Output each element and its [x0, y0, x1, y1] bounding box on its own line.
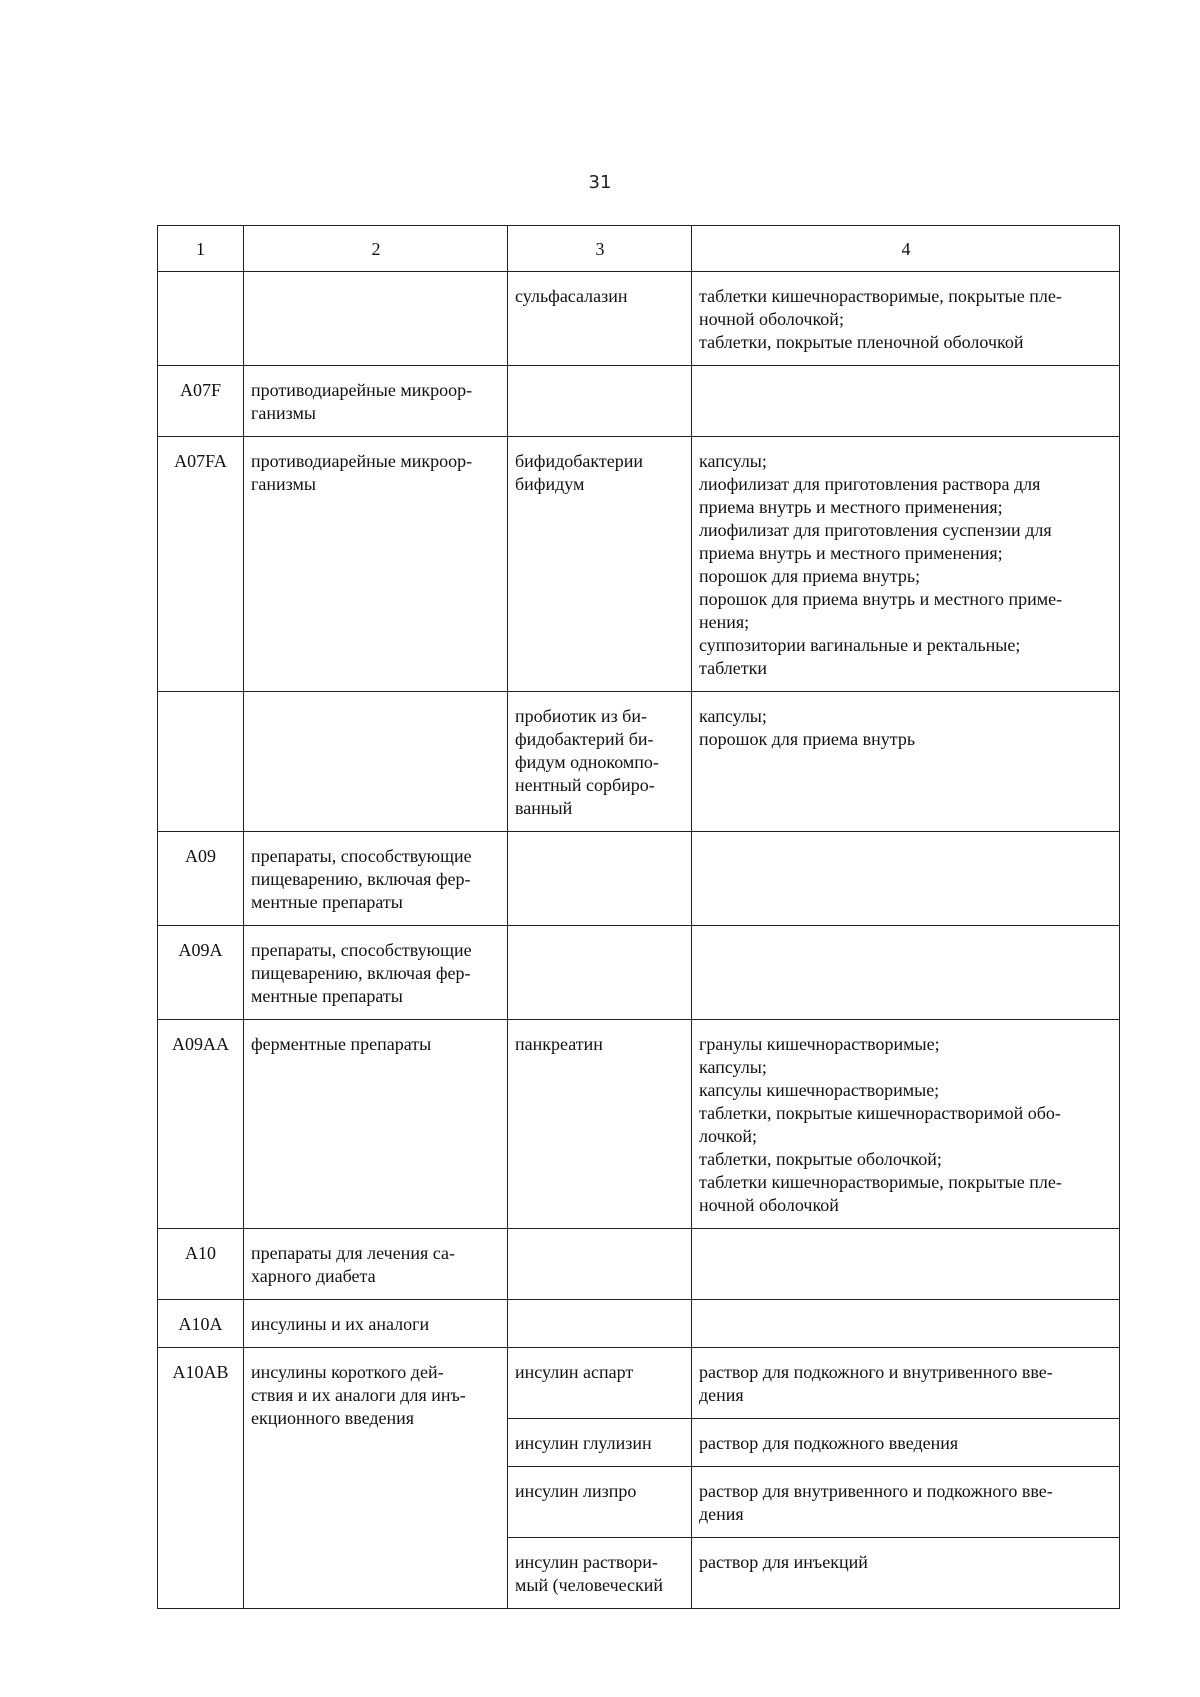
- substance-cell: [508, 1300, 692, 1348]
- dosage-forms-cell: раствор для подкожного введения: [692, 1419, 1120, 1467]
- table-row: [158, 1348, 1120, 1419]
- table-row: [158, 1300, 1120, 1348]
- table-row: [158, 437, 1120, 692]
- table-row: [158, 926, 1120, 1020]
- group-cell: инсулины короткого дей- ствия и их аналоги для инъ- екционного введения: [244, 1348, 508, 1609]
- group-cell: противодиарейные микроор- ганизмы: [244, 437, 508, 692]
- substance-cell: бифидобактерии бифидум: [508, 437, 692, 692]
- substance-cell: инсулин глулизин: [508, 1419, 692, 1467]
- table-row: [158, 1229, 1120, 1300]
- table-row: [158, 832, 1120, 926]
- substance-cell: [508, 926, 692, 1020]
- substance-cell: [508, 1229, 692, 1300]
- atc-code-cell: A09A: [158, 926, 244, 1020]
- atc-code-cell: A10AB: [158, 1348, 244, 1609]
- group-cell: ферментные препараты: [244, 1020, 508, 1229]
- atc-code-cell: A07FA: [158, 437, 244, 692]
- substance-cell: пробиотик из би- фидобактерий би- фидум однокомпо- нентный сорбиро- ванный: [508, 692, 692, 832]
- dosage-forms-cell: [692, 1300, 1120, 1348]
- dosage-forms-cell: [692, 1229, 1120, 1300]
- substance-cell: инсулин раствори- мый (человеческий: [508, 1538, 692, 1609]
- dosage-forms-cell: гранулы кишечнорастворимые; капсулы; капсулы кишечнорастворимые; таблетки, покрытые кишечнорастворимой обо- лочкой; таблетки, покрытые оболочкой; таблетки кишечнорастворимые, покрытые пле- ночной оболочкой: [692, 1020, 1120, 1229]
- drug-table: [157, 225, 1120, 1609]
- dosage-forms-cell: [692, 832, 1120, 926]
- dosage-forms-cell: [692, 366, 1120, 437]
- table-row: [158, 692, 1120, 832]
- dosage-forms-cell: раствор для внутривенного и подкожного вве- дения: [692, 1467, 1120, 1538]
- atc-code-cell: [158, 692, 244, 832]
- substance-cell: [508, 832, 692, 926]
- substance-cell: инсулин лизпро: [508, 1467, 692, 1538]
- atc-code-cell: A09AA: [158, 1020, 244, 1229]
- table-row: [158, 272, 1120, 366]
- dosage-forms-cell: раствор для инъекций: [692, 1538, 1120, 1609]
- dosage-forms-cell: капсулы; порошок для приема внутрь: [692, 692, 1120, 832]
- atc-code-cell: [158, 272, 244, 366]
- table-row: [158, 1020, 1120, 1229]
- group-cell: препараты, способствующие пищеварению, включая фер- ментные препараты: [244, 832, 508, 926]
- group-cell: противодиарейные микроор- ганизмы: [244, 366, 508, 437]
- table-row: [158, 366, 1120, 437]
- page-number: 31: [588, 172, 612, 193]
- group-cell: препараты, способствующие пищеварению, включая фер- ментные препараты: [244, 926, 508, 1020]
- dosage-forms-cell: таблетки кишечнорастворимые, покрытые пле- ночной оболочкой; таблетки, покрытые пленочной оболочкой: [692, 272, 1120, 366]
- group-cell: препараты для лечения са- харного диабета: [244, 1229, 508, 1300]
- atc-code-cell: A07F: [158, 366, 244, 437]
- group-cell: [244, 272, 508, 366]
- header-cell: 1: [158, 226, 244, 272]
- substance-cell: инсулин аспарт: [508, 1348, 692, 1419]
- dosage-forms-cell: капсулы; лиофилизат для приготовления раствора для приема внутрь и местного применения; лиофилизат для приготовления суспензии для приема внутрь и местного применения; порошок для приема внутрь; порошок для приема внутрь и местного приме- нения; суппозитории вагинальные и ректальные; таблетки: [692, 437, 1120, 692]
- atc-code-cell: A10: [158, 1229, 244, 1300]
- atc-code-cell: A10A: [158, 1300, 244, 1348]
- group-cell: [244, 692, 508, 832]
- group-cell: инсулины и их аналоги: [244, 1300, 508, 1348]
- atc-code-cell: A09: [158, 832, 244, 926]
- header-cell: 4: [692, 226, 1120, 272]
- header-cell: 3: [508, 226, 692, 272]
- dosage-forms-cell: [692, 926, 1120, 1020]
- substance-cell: [508, 366, 692, 437]
- substance-cell: панкреатин: [508, 1020, 692, 1229]
- table-header-row: [158, 226, 1120, 272]
- substance-cell: сульфасалазин: [508, 272, 692, 366]
- header-cell: 2: [244, 226, 508, 272]
- dosage-forms-cell: раствор для подкожного и внутривенного вве- дения: [692, 1348, 1120, 1419]
